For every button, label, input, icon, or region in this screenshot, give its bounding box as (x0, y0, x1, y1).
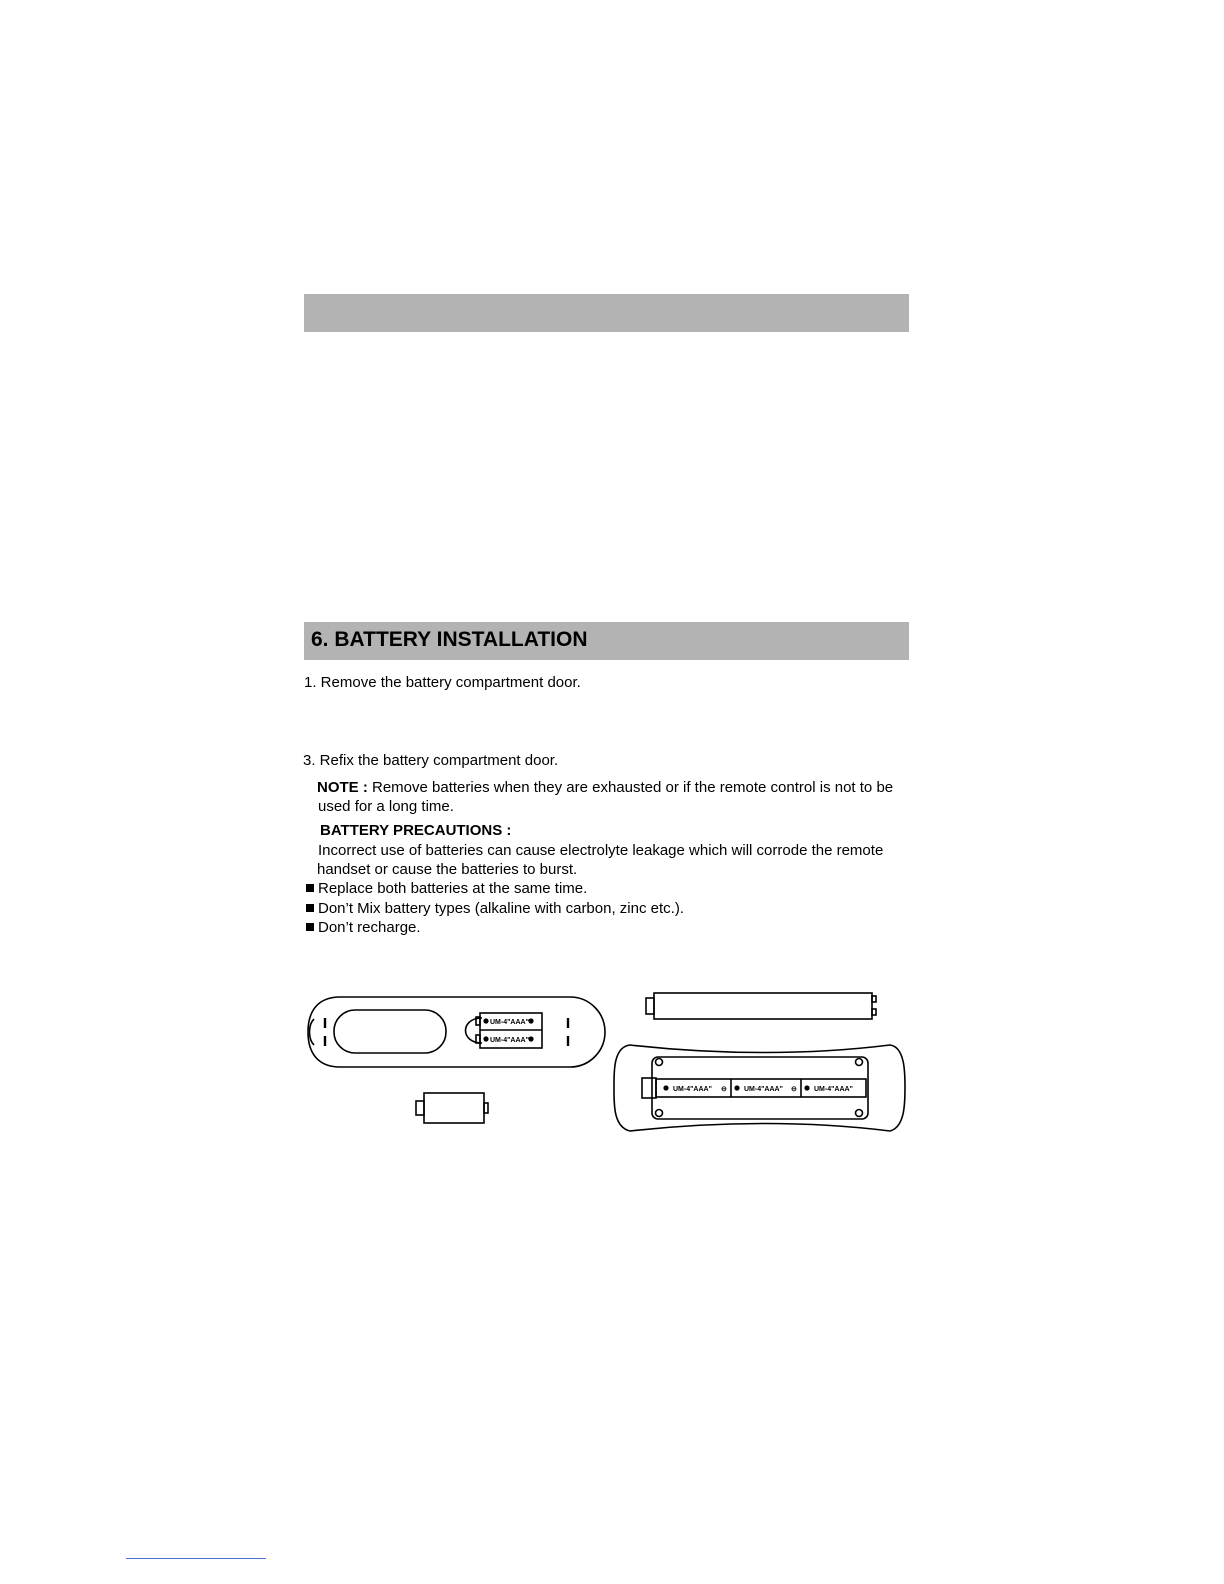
bullet-text: Don’t Mix battery types (alkaline with carbon, zinc etc.). (318, 900, 684, 917)
step-3-text: 3. Refix the battery compartment door. (303, 752, 559, 769)
bullet-text: Replace both batteries at the same time. (318, 880, 588, 897)
square-bullet-icon (306, 884, 314, 892)
battery-single (424, 1093, 484, 1123)
bullet-text: Don’t recharge. (318, 919, 421, 936)
battery-label-1: UM-4"AAA" (490, 1019, 529, 1026)
remote-display-window (334, 1010, 446, 1053)
battery-label-4: UM-4"AAA" (744, 1086, 783, 1093)
note-line-2: used for a long time. (318, 798, 454, 815)
minus-symbol: ⊖ (791, 1086, 797, 1093)
remote-end-curve (310, 1019, 315, 1045)
precaution-bullet (306, 900, 684, 917)
square-bullet-icon (306, 923, 314, 931)
minus-symbol: ⊖ (721, 1086, 727, 1093)
battery-label-3: UM-4"AAA" (673, 1086, 712, 1093)
battery-label-2: UM-4"AAA" (490, 1037, 529, 1044)
precaution-bullet (306, 880, 587, 897)
note-label: NOTE : (317, 779, 368, 796)
blank-header-bar (304, 294, 909, 332)
precautions-line-2: handset or cause the batteries to burst. (317, 861, 578, 878)
precautions-line-1: Incorrect use of batteries can cause electrolyte leakage which will corrode the remote (318, 842, 884, 859)
section-header-bar (304, 622, 909, 660)
battery-label-5: UM-4"AAA" (814, 1086, 853, 1093)
step-1-text: 1. Remove the battery compartment door. (304, 674, 581, 691)
footer-rule (126, 1558, 266, 1559)
note-line-1 (317, 779, 893, 796)
precaution-bullet (306, 919, 421, 936)
battery-installation-illustration (300, 985, 910, 1140)
note-text-1: Remove batteries when they are exhausted or if the remote control is not to be (367, 779, 894, 796)
section-title: 6. BATTERY INSTALLATION (311, 628, 588, 651)
precautions-heading: BATTERY PRECAUTIONS : (320, 822, 512, 839)
battery-long (654, 993, 872, 1019)
square-bullet-icon (306, 904, 314, 912)
slim-remote-body (308, 997, 605, 1067)
